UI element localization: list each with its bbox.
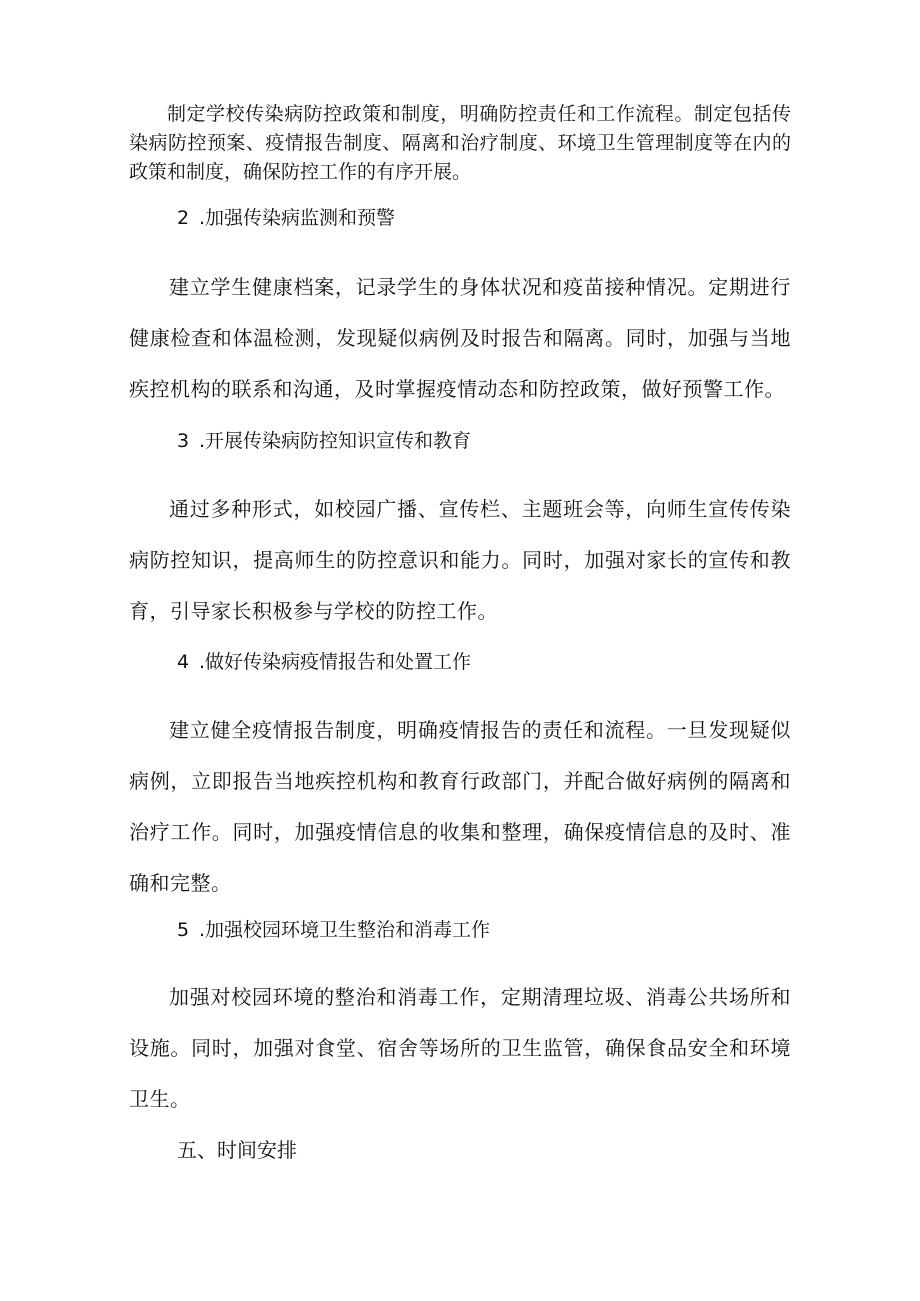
heading-number: 4 [177,651,190,673]
paragraph-sanitation: 加强对校园环境的整治和消毒工作，定期清理垃圾、消毒公共场所和设施。同时，加强对食堂、宿舍等场所的卫生监管，确保食品安全和环境卫生。 [129,985,791,1111]
heading-sanitation [177,916,490,944]
heading-title: 五、时间安排 [177,1138,297,1162]
heading-number: 2 [177,207,190,229]
heading-reporting [177,648,471,676]
paragraph-reporting: 建立健全疫情报告制度，明确疫情报告的责任和流程。一旦发现疑似病例，立即报告当地疾控机构和教育行政部门，并配合做好病例的隔离和治疗工作。同时，加强疫情信息的收集和整理，确保疫情信息的及时、准确和完整。 [129,718,791,895]
heading-title: .加强校园环境卫生整治和消毒工作 [199,919,491,941]
heading-title: .加强传染病监测和预警 [199,207,396,229]
heading-monitoring [177,204,395,232]
heading-title: .开展传染病防控知识宣传和教育 [199,430,472,452]
paragraph-education: 通过多种形式，如校园广播、宣传栏、主题班会等，向师生宣传传染病防控知识，提高师生的防控意识和能力。同时，加强对家长的宣传和教育，引导家长积极参与学校的防控工作。 [129,497,791,623]
heading-schedule [177,1136,297,1164]
heading-title: .做好传染病疫情报告和处置工作 [199,651,472,673]
heading-education [177,427,471,455]
paragraph-policy: 制定学校传染病防控政策和制度，明确防控责任和工作流程。制定包括传染病防控预案、疫情报告制度、隔离和治疗制度、环境卫生管理制度等在内的政策和制度，确保防控工作的有序开展。 [129,103,791,183]
paragraph-monitoring: 建立学生健康档案，记录学生的身体状况和疫苗接种情况。定期进行健康检查和体温检测，发现疑似病例及时报告和隔离。同时，加强与当地疾控机构的联系和沟通，及时掌握疫情动态和防控政策，做好预警工作。 [129,275,791,401]
heading-number: 3 [177,430,190,452]
heading-number: 5 [177,919,190,941]
